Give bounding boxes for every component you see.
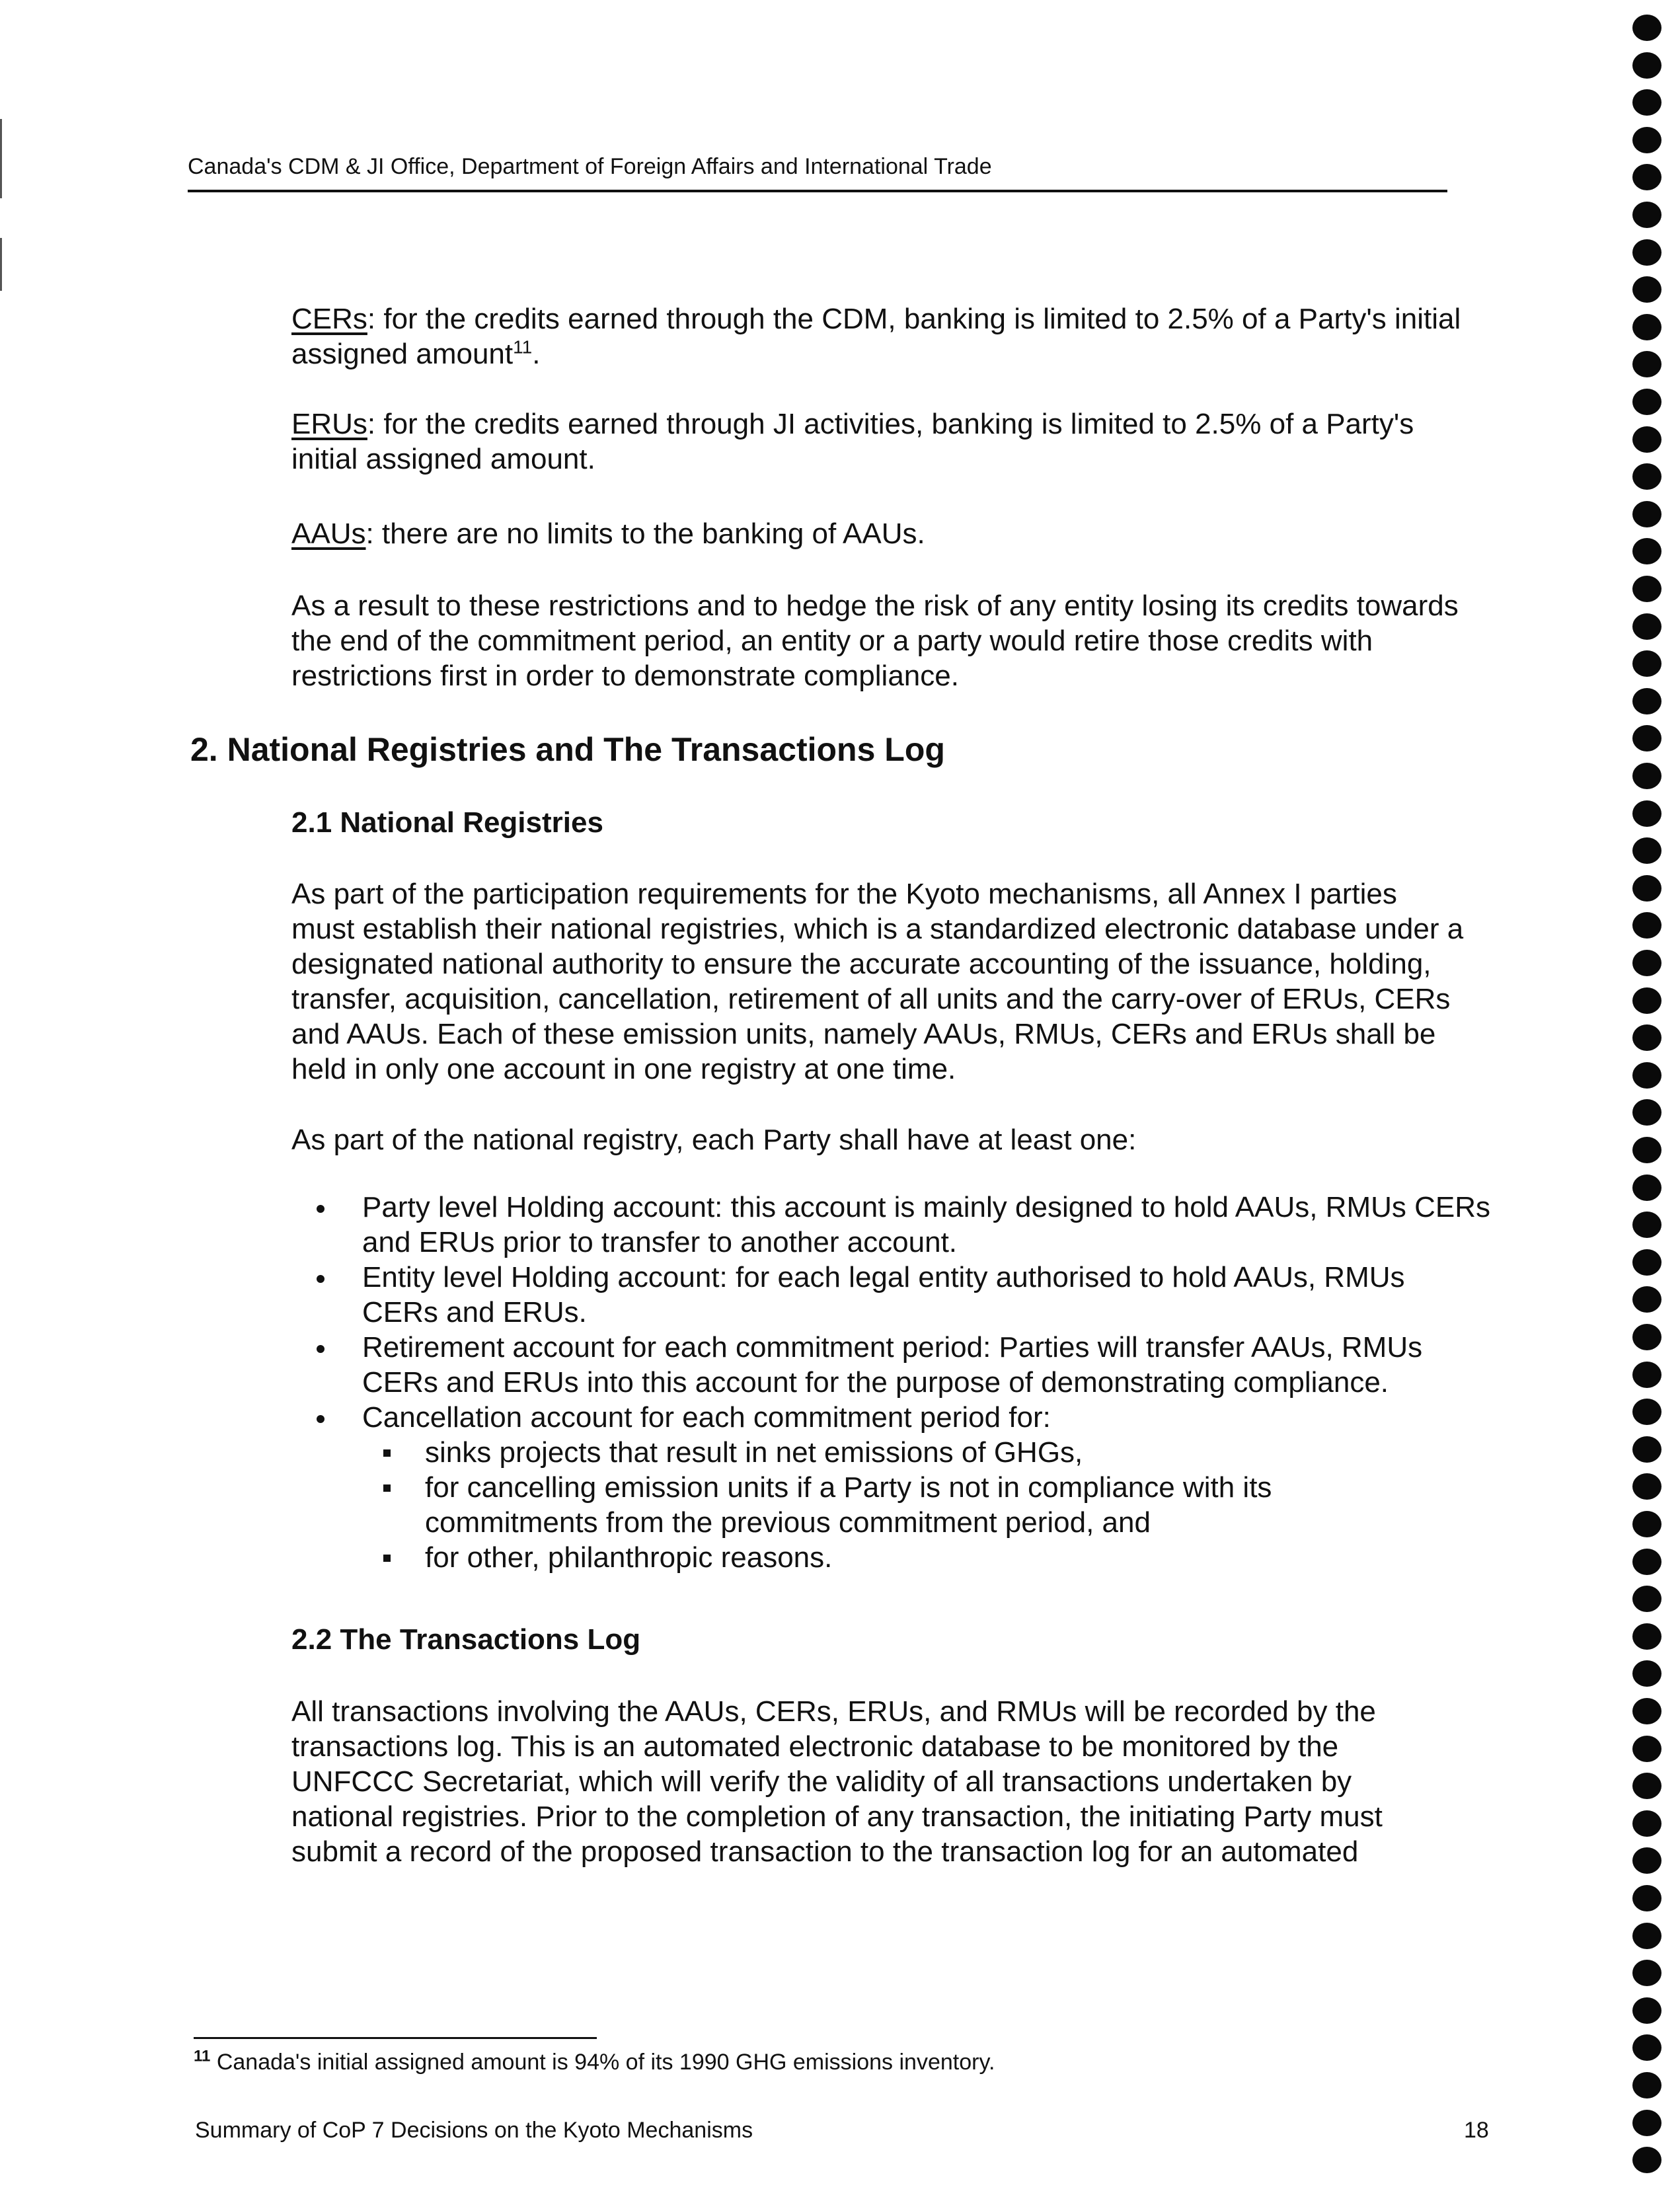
cers-paragraph <box>291 301 1468 371</box>
binding-hole-icon <box>1632 1885 1661 1911</box>
page-number: 18 <box>1464 2118 1489 2143</box>
binding-hole-icon <box>1632 164 1661 190</box>
binding-hole-icon <box>1632 351 1661 377</box>
binding-hole-icon <box>1632 688 1661 714</box>
aaus-term: AAUs <box>291 518 366 550</box>
binding-hole-icon <box>1632 837 1661 864</box>
binding-hole-icon <box>1632 1324 1661 1350</box>
binding-hole-icon <box>1632 1698 1661 1724</box>
binding-hole-icon <box>1632 650 1661 677</box>
binding-hole-icon <box>1632 1960 1661 1986</box>
binding-hole-icon <box>1632 239 1661 266</box>
cers-text: : for the credits earned through the CDM, banking is limited to 2.5% of a Party's initial assigned amount <box>291 303 1461 370</box>
sub-list-item <box>425 1435 1363 1470</box>
binding-hole-icon <box>1632 1399 1661 1425</box>
scan-edge-mark <box>0 238 2 291</box>
subsection-heading-transactions-log: 2.2 The Transactions Log <box>291 1623 641 1656</box>
sub-list-item <box>425 1470 1363 1540</box>
bullet-icon <box>317 1275 325 1283</box>
binding-hole-icon <box>1632 1810 1661 1837</box>
binding-hole-icon <box>1632 1511 1661 1537</box>
aaus-paragraph <box>291 516 1468 551</box>
binding-hole-icon <box>1632 463 1661 490</box>
square-bullet-icon <box>383 1449 391 1457</box>
binding-hole-icon <box>1632 1923 1661 1949</box>
binding-hole-icon <box>1632 950 1661 976</box>
sub-list-item-text: for other, philanthropic reasons. <box>425 1541 833 1574</box>
erus-term: ERUs <box>291 408 367 440</box>
binding-hole-icon <box>1632 1586 1661 1612</box>
section-heading: 2. National Registries and The Transactions Log <box>190 731 945 768</box>
cers-end: . <box>532 338 541 370</box>
result-paragraph: As a result to these restrictions and to hedge the risk of any entity losing its credits towards the end of the commitment period, an entity or a party would retire those credits with restrictions first in order to demonstrate compliance. <box>291 590 1459 692</box>
cancellation-sub-list <box>425 1435 1363 1575</box>
binding-hole-icon <box>1632 2072 1661 2099</box>
binding-hole-icon <box>1632 613 1661 640</box>
binding-hole-icon <box>1632 2110 1661 2136</box>
binding-hole-icon <box>1632 426 1661 453</box>
transactions-log-paragraph: All transactions involving the AAUs, CERs, ERUs, and RMUs will be recorded by the transactions log. This is an automated electronic database to be monitored by the UNFCCC Secretariat, which will verify the validity of all transactions undertaken by national registries. Prior to the completion of any transaction, the initiating Party must submit a record of the proposed transaction to the transaction log for an automated <box>291 1695 1383 1868</box>
square-bullet-icon <box>383 1555 391 1562</box>
header-rule <box>188 190 1447 192</box>
bullet-icon <box>317 1345 325 1353</box>
binding-hole-icon <box>1632 52 1661 79</box>
binding-hole-icon <box>1632 576 1661 602</box>
binding-hole-icon <box>1632 725 1661 751</box>
footnote-text: Canada's initial assigned amount is 94% of its 1990 GHG emissions inventory. <box>210 2050 995 2075</box>
binding-holes <box>1632 0 1672 2195</box>
erus-text: : for the credits earned through JI activities, banking is limited to 2.5% of a Party's initial assigned amount. <box>291 408 1414 475</box>
binding-hole-icon <box>1632 314 1661 340</box>
list-item <box>291 1260 1481 1330</box>
registry-intro-paragraph: As part of the national registry, each Party shall have at least one: <box>291 1124 1137 1156</box>
list-item-text: Entity level Holding account: for each legal entity authorised to hold AAUs, RMUs CERs and ERUs. <box>362 1261 1405 1329</box>
footnote-number: 11 <box>194 2047 211 2065</box>
binding-hole-icon <box>1632 1473 1661 1500</box>
footnote-rule <box>194 2037 597 2039</box>
square-bullet-icon <box>383 1484 391 1492</box>
binding-hole-icon <box>1632 2034 1661 2061</box>
binding-hole-icon <box>1632 1847 1661 1874</box>
binding-hole-icon <box>1632 1175 1661 1201</box>
erus-paragraph <box>291 406 1468 477</box>
binding-hole-icon <box>1632 1773 1661 1799</box>
aaus-text: : there are no limits to the banking of AAUs. <box>365 518 925 550</box>
cers-term: CERs <box>291 303 367 335</box>
sub-list-item <box>425 1540 1363 1575</box>
binding-hole-icon <box>1632 987 1661 1014</box>
list-item <box>291 1330 1481 1400</box>
binding-hole-icon <box>1632 800 1661 827</box>
binding-hole-icon <box>1632 1024 1661 1051</box>
binding-hole-icon <box>1632 389 1661 415</box>
binding-hole-icon <box>1632 1212 1661 1238</box>
subsection-heading-registries: 2.1 National Registries <box>291 806 603 839</box>
sub-list-item-text: for cancelling emission units if a Party is not in compliance with its commitments from the previous commitment period, and <box>425 1471 1272 1539</box>
list-item-text: Cancellation account for each commitment period for: <box>362 1401 1051 1434</box>
bullet-icon <box>317 1415 325 1423</box>
binding-hole-icon <box>1632 912 1661 939</box>
footnote-ref[interactable]: 11 <box>513 336 533 358</box>
binding-hole-icon <box>1632 1736 1661 1762</box>
binding-hole-icon <box>1632 1660 1661 1687</box>
scan-edge-mark <box>0 119 2 198</box>
binding-hole-icon <box>1632 1549 1661 1575</box>
binding-hole-icon <box>1632 15 1661 41</box>
binding-hole-icon <box>1632 1436 1661 1463</box>
binding-hole-icon <box>1632 1062 1661 1089</box>
sub-list-item-text: sinks projects that result in net emissions of GHGs, <box>425 1436 1083 1469</box>
binding-hole-icon <box>1632 1249 1661 1276</box>
binding-hole-icon <box>1632 276 1661 303</box>
binding-hole-icon <box>1632 2147 1661 2173</box>
registries-paragraph: As part of the participation requirements for the Kyoto mechanisms, all Annex I parties must establish their national registries, which is a standardized electronic database under a designated national authority to ensure the accurate accounting of the issuance, holding, transfer, acquisition, cancellation, retirement of all units and the carry-over of ERUs, CERs and AAUs. Each of these emission units, namely AAUs, RMUs, CERs and ERUs shall be held in only one account in one registry at one time. <box>291 878 1464 1085</box>
binding-hole-icon <box>1632 538 1661 564</box>
binding-hole-icon <box>1632 1137 1661 1163</box>
binding-hole-icon <box>1632 202 1661 228</box>
running-footer: Summary of CoP 7 Decisions on the Kyoto Mechanisms <box>195 2118 753 2143</box>
binding-hole-icon <box>1632 1362 1661 1388</box>
binding-hole-icon <box>1632 1099 1661 1126</box>
binding-hole-icon <box>1632 501 1661 527</box>
binding-hole-icon <box>1632 763 1661 789</box>
binding-hole-icon <box>1632 1286 1661 1313</box>
footnote <box>194 2048 995 2077</box>
running-header: Canada's CDM & JI Office, Department of Foreign Affairs and International Trade <box>188 154 992 179</box>
binding-hole-icon <box>1632 1997 1661 2024</box>
list-item-text: Retirement account for each commitment period: Parties will transfer AAUs, RMUs CERs and ERUs into this account for the purpose of demonstrating compliance. <box>362 1331 1423 1399</box>
binding-hole-icon <box>1632 89 1661 116</box>
account-list <box>291 1190 1490 1575</box>
list-item-text: Party level Holding account: this account is mainly designed to hold AAUs, RMUs CERs and ERUs prior to transfer to another account. <box>362 1191 1490 1258</box>
binding-hole-icon <box>1632 1623 1661 1650</box>
binding-hole-icon <box>1632 875 1661 902</box>
list-item <box>291 1190 1525 1260</box>
binding-hole-icon <box>1632 127 1661 153</box>
list-item <box>291 1400 1481 1435</box>
bullet-icon <box>317 1205 325 1213</box>
